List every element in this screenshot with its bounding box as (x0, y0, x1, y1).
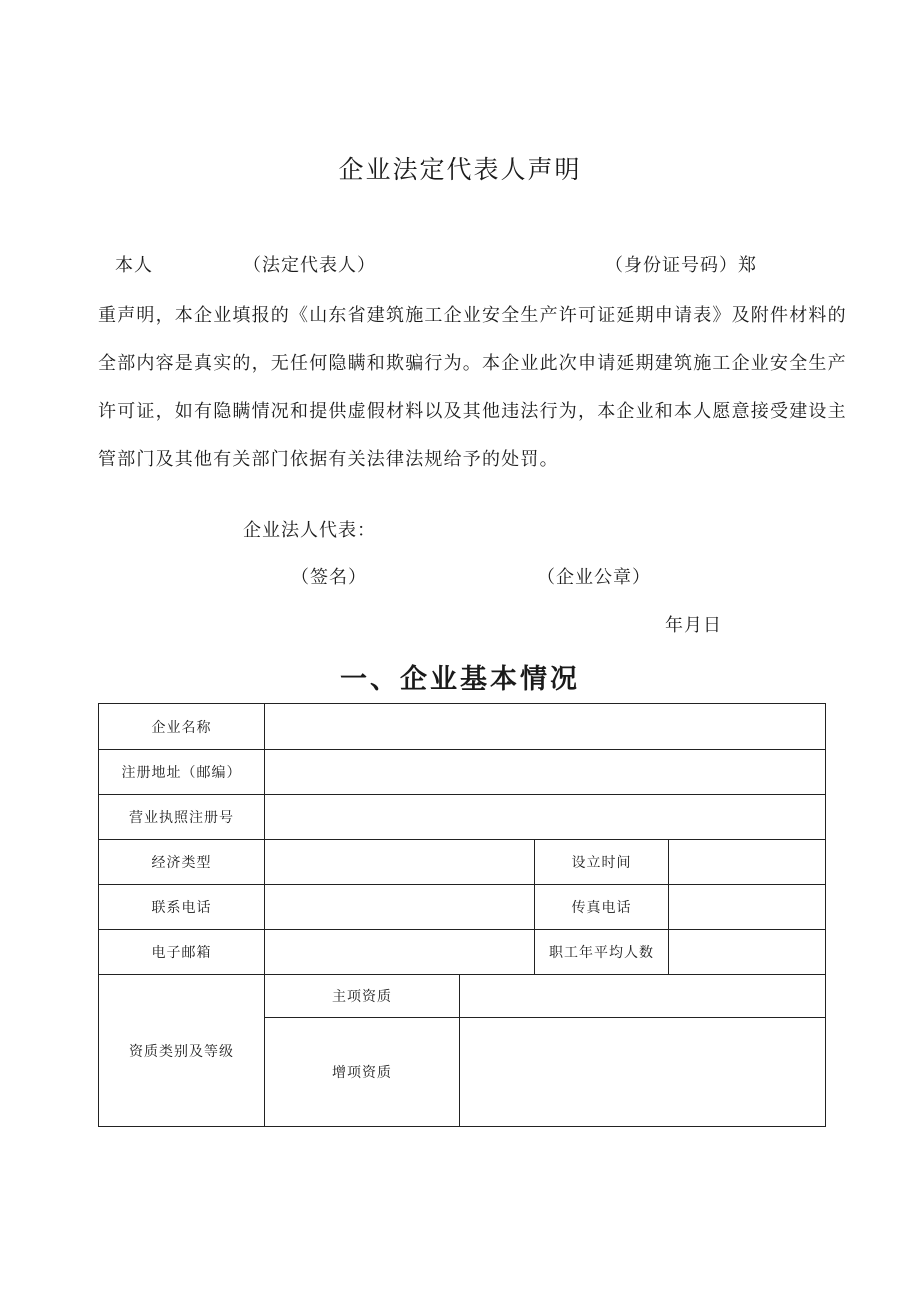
table-row (99, 885, 826, 930)
label-email: 电子邮箱 (99, 930, 265, 975)
value-phone[interactable] (265, 885, 535, 930)
table-row (99, 840, 826, 885)
company-info-table (98, 703, 826, 1127)
seal-label: （企业公章） (537, 567, 651, 588)
label-license-no: 营业执照注册号 (99, 795, 265, 840)
table-row (99, 795, 826, 840)
label-address: 注册地址（邮编） (99, 750, 265, 795)
date-label: 年月日 (665, 615, 722, 636)
declaration-title: 企业法定代表人声明 (338, 155, 582, 184)
label-avg-staff: 职工年平均人数 (535, 930, 669, 975)
table-row (99, 975, 826, 1018)
label-economic-type: 经济类型 (99, 840, 265, 885)
declaration-body: 重声明，本企业填报的《山东省建筑施工企业安全生产许可证延期申请表》及附件材料的全部内容是真实的，无任何隐瞒和欺骗行为。本企业此次申请延期建筑施工企业安全生产许可证，如有隐瞒情况和提供虚假材料以及其他违法行为，本企业和本人愿意接受建设主管部门及其他有关部门依据有关法律法规给予的处罚。 (98, 305, 847, 470)
label-established: 设立时间 (535, 840, 669, 885)
value-avg-staff[interactable] (669, 930, 826, 975)
table-row (99, 704, 826, 750)
value-fax[interactable] (669, 885, 826, 930)
table-row (99, 750, 826, 795)
label-fax: 传真电话 (535, 885, 669, 930)
label-company-name: 企业名称 (99, 704, 265, 750)
signatory-label: 企业法人代表： (243, 520, 376, 541)
label-qualification: 资质类别及等级 (99, 975, 265, 1127)
label-phone: 联系电话 (99, 885, 265, 930)
label-main-qual: 主项资质 (265, 975, 460, 1018)
value-main-qual[interactable] (460, 975, 826, 1018)
text-self: 本人 (115, 255, 153, 276)
section-title: 一、企业基本情况 (340, 664, 580, 695)
text-id-number-label: （身份证号码）郑 (605, 255, 757, 276)
value-economic-type[interactable] (265, 840, 535, 885)
value-address[interactable] (265, 750, 826, 795)
signature-label: （签名） (291, 567, 367, 588)
value-extra-qual[interactable] (460, 1018, 826, 1127)
value-license-no[interactable] (265, 795, 826, 840)
value-established[interactable] (669, 840, 826, 885)
value-email[interactable] (265, 930, 535, 975)
text-legal-rep-label: （法定代表人） (243, 255, 376, 276)
label-extra-qual: 增项资质 (265, 1018, 460, 1127)
value-company-name[interactable] (265, 704, 826, 750)
table-row (99, 930, 826, 975)
